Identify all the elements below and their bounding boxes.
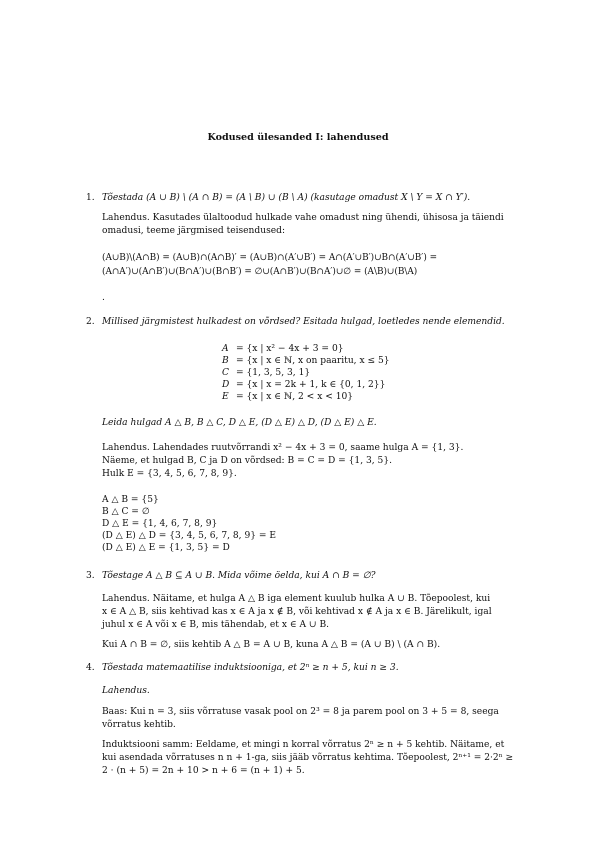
set-definition: = {x | x ∈ ℕ, x on paaritu, x ≤ 5} [236, 356, 390, 366]
problem-1-number: 1. [86, 193, 95, 203]
problem-4-base-line-1: Baas: Kui n = 3, siis võrratuse vasak pool on 2³ = 8 ja parem pool on 3 + 5 = 8, seega [102, 707, 499, 717]
problem-2-result: (D △ E) △ E = {1, 3, 5} = D [102, 543, 230, 553]
set-row [222, 343, 344, 355]
problem-2-solution-line-2: Näeme, et hulgad B, C ja D on võrdsed: B = C = D = {1, 3, 5}. [102, 456, 393, 466]
problem-2-statement: Millised järgmistest hulkadest on võrdsed? Esitada hulgad, loetledes nende elemendid. [102, 317, 505, 327]
problem-3-solution-line-2: x ∈ A △ B, siis kehtivad kas x ∈ A ja x ∉ B, või kehtivad x ∉ A ja x ∈ B. Järelikult, igal [102, 607, 492, 617]
problem-3-solution-line-1: Lahendus. Näitame, et hulga A △ B iga element kuulub hulka A ∪ B. Tõepoolest, kui [102, 594, 491, 604]
problem-3-solution-line-3: juhul x ∈ A või x ∈ B, mis tähendab, et x ∈ A ∪ B. [102, 620, 330, 630]
set-definition: = {x | x = 2k + 1, k ∈ {0, 1, 2}} [236, 380, 386, 390]
problem-4-solution-label: Lahendus. [102, 686, 150, 696]
problem-3-extra: Kui A ∩ B = ∅, siis kehtib A △ B = A ∪ B, kuna A △ B = (A ∪ B) \ (A ∩ B). [102, 640, 441, 650]
problem-2-result: D △ E = {1, 4, 6, 7, 8, 9} [102, 519, 218, 529]
set-definition: = {x | x² − 4x + 3 = 0} [236, 344, 344, 354]
problem-1-solution-line-2: omadusi, teeme järgmised teisendused: [102, 226, 286, 236]
set-row [222, 367, 310, 379]
set-name: B [222, 356, 229, 366]
problem-4-step-line-3: 2 · (n + 5) = 2n + 10 > n + 6 = (n + 1) + 5. [102, 766, 305, 776]
problem-4-number: 4. [86, 663, 95, 673]
problem-1-statement: Tõestada (A ∪ B) \ (A ∩ B) = (A \ B) ∪ (B \ A) (kasutage omadust X \ Y = X ∩ Y′). [102, 193, 471, 203]
set-definition: = {x | x ∈ ℕ, 2 < x < 10} [236, 392, 354, 402]
problem-4-statement: Tõestada matemaatilise induktsiooniga, et 2ⁿ ≥ n + 5, kui n ≥ 3. [102, 663, 399, 673]
problem-4-step-line-2: kui asendada võrratuses n n + 1-ga, siis jääb võrratus kehtima. Tõepoolest, 2ⁿ⁺¹ = 2·2ⁿ ≥ [102, 753, 514, 763]
page-title: Kodused ülesanded I: lahendused [207, 132, 389, 143]
problem-3-statement: Tõestage A △ B ⊆ A ∪ B. Mida võime öelda, kui A ∩ B = ∅? [102, 571, 376, 581]
problem-3-number: 3. [86, 571, 95, 581]
problem-2-task: Leida hulgad A △ B, B △ C, D △ E, (D △ E) △ D, (D △ E) △ E. [102, 418, 377, 428]
problem-4-base-line-2: võrratus kehtib. [102, 720, 176, 730]
problem-2-solution-line-1: Lahendus. Lahendades ruutvõrrandi x² − 4x + 3 = 0, saame hulga A = {1, 3}. [102, 443, 464, 453]
set-name: A [222, 344, 229, 354]
problem-2-result: B △ C = ∅ [102, 507, 150, 517]
problem-4-step-line-1: Induktsiooni samm: Eeldame, et mingi n korral võrratus 2ⁿ ≥ n + 5 kehtib. Näitame, et [102, 740, 505, 750]
set-row [222, 379, 385, 391]
problem-2-solution-line-3: Hulk E = {3, 4, 5, 6, 7, 8, 9}. [102, 469, 237, 479]
problem-2-result: A △ B = {5} [102, 495, 159, 505]
set-name: E [222, 392, 229, 402]
set-row [222, 391, 353, 403]
set-row [222, 355, 390, 367]
problem-1-end: . [102, 293, 105, 303]
problem-1-equation-line-2: (A∩A′)∪(A∩B′)∪(B∩A′)∪(B∩B′) = ∅∪(A∩B′)∪(B∩A′)∪∅ = (A\B)∪(B\A) [102, 267, 418, 277]
set-name: C [222, 368, 229, 378]
problem-1-equation-line-1: (A∪B)\(A∩B) = (A∪B)∩(A∩B)′ = (A∪B)∩(A′∪B′) = A∩(A′∪B′)∪B∩(A′∪B′) = [102, 253, 438, 263]
problem-2-result: (D △ E) △ D = {3, 4, 5, 6, 7, 8, 9} = E [102, 531, 277, 541]
set-name: D [222, 380, 230, 390]
set-definition: = {1, 3, 5, 3, 1} [236, 368, 311, 378]
problem-1-solution-line-1: Lahendus. Kasutades ülaltoodud hulkade vahe omadust ning ühendi, ühisosa ja täiendi [102, 213, 504, 223]
problem-2-number: 2. [86, 317, 95, 327]
